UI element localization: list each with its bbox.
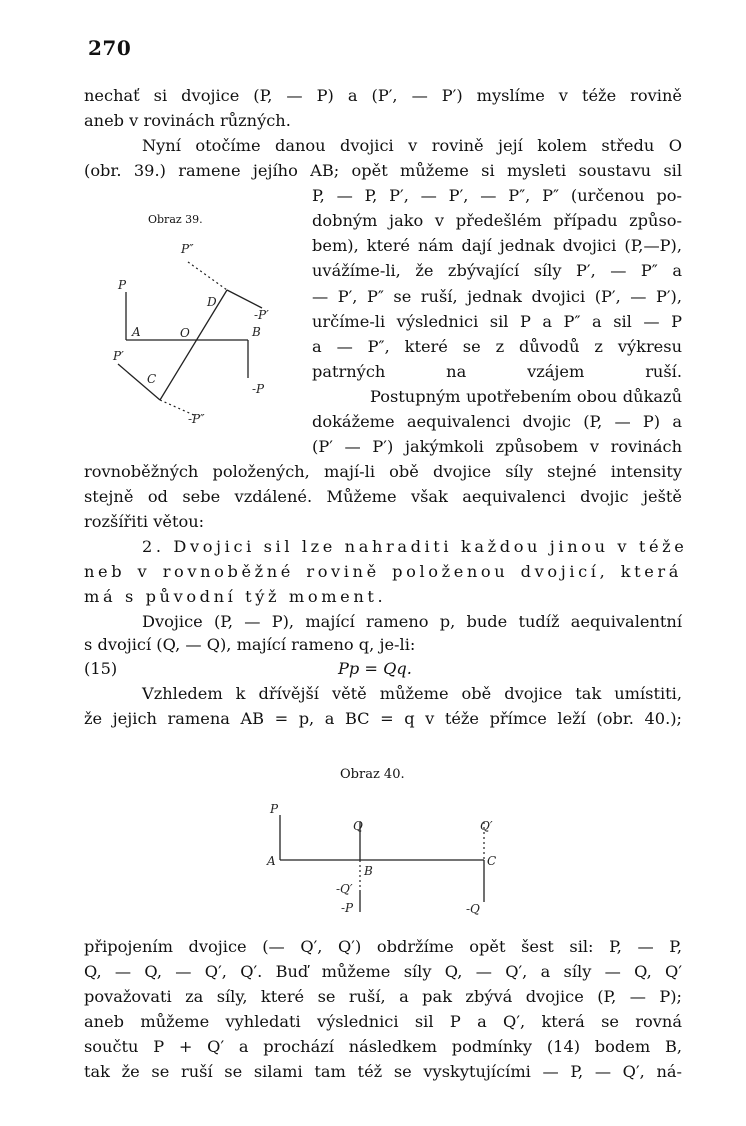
text-line: rozšířiti větou: <box>84 512 205 531</box>
text-line: považovati za síly, které se ruší, a pak zbývá dvojice (P, — P); <box>84 987 682 1006</box>
label-neg-q: -Q <box>466 902 480 916</box>
text-line: určíme-li výslednici sil P a P″ a sil — P <box>312 312 682 331</box>
theorem-line: 2. Dvojici sil lze nahraditi každou jinou v téže <box>142 537 688 556</box>
text-line: Dvojice (P, — P), mající rameno p, bude tudíž aequivalentní <box>142 612 682 631</box>
theorem-line: má s původní týž moment. <box>84 587 387 606</box>
label-q-prime: Q′ <box>480 819 493 833</box>
label-o: O <box>180 326 190 340</box>
text-line: že jejich ramena AB = p, a BC = q v téže přímce leží (obr. 40.); <box>84 709 682 728</box>
text-line: dobným jako v předešlém případu způso- <box>312 211 682 230</box>
equation: Pp = Qq. <box>338 659 412 678</box>
label-q: Q <box>353 819 363 833</box>
text-line: s dvojicí (Q, — Q), mající rameno q, je-li: <box>84 635 416 654</box>
label-b: B <box>364 864 373 878</box>
text-line: (obr. 39.) ramene jejího AB; opět můžeme si mysleti soustavu sil <box>84 161 682 180</box>
figure-39-caption: Obraz 39. <box>148 213 203 226</box>
label-p-prime: P′ <box>113 349 124 363</box>
equation-number: (15) <box>84 659 118 678</box>
label-neg-p: -P <box>341 901 354 915</box>
text-line: dokážeme aequivalenci dvojic (P, — P) a <box>312 412 682 431</box>
figure-40-caption: Obraz 40. <box>340 767 405 782</box>
text-line: Postupným upotřebením obou důkazů <box>370 387 682 406</box>
text-line: P, — P, P′, — P′, — P″, P″ (určenou po- <box>312 186 682 205</box>
text-line: Q, — Q, — Q′, Q′. Buď můžeme síly Q, — Q′, a síly — Q, Q′ <box>84 962 682 981</box>
text-line: aneb v rovinách různých. <box>84 111 291 130</box>
label-p-double-prime: P″ <box>181 242 194 256</box>
text-line: patrných na vzájem ruší. <box>312 362 682 381</box>
label-neg-p: -P <box>252 382 265 396</box>
label-a: A <box>267 854 276 868</box>
text-line: stejně od sebe vzdálené. Můžeme však aequivalenci dvojic ještě <box>84 487 682 506</box>
text-line: rovnoběžných položených, mají-li obě dvojice síly stejné intensity <box>84 462 682 481</box>
text-line: připojením dvojice (— Q′, Q′) obdržíme opět šest sil: P, — P, <box>84 937 682 956</box>
page-number: 270 <box>88 36 132 60</box>
text-line: tak že se ruší se silami tam též se vyskytujícími — P, — Q′, ná- <box>84 1062 682 1081</box>
label-p: P <box>270 802 279 816</box>
text-line: bem), které nám dají jednak dvojici (P,—P), <box>312 236 682 255</box>
label-neg-p-double-prime: -P″ <box>188 412 205 426</box>
text-line: Nyní otočíme danou dvojici v rovině její kolem středu O <box>142 136 682 155</box>
label-a: A <box>132 325 141 339</box>
text-line: (P′ — P′) jakýmkoli způsobem v rovinách <box>312 437 682 456</box>
label-c: C <box>487 854 497 868</box>
label-d: D <box>207 295 217 309</box>
text-line: uvážíme-li, že zbývající síly P′, — P″ a <box>312 261 682 280</box>
text-line: aneb můžeme vyhledati výslednici sil P a Q′, která se rovná <box>84 1012 682 1031</box>
theorem-line: neb v rovnoběžné rovině položenou dvojicí, která <box>84 562 682 581</box>
label-b: B <box>252 325 261 339</box>
text-line: a — P″, které se z důvodů z výkresu <box>312 337 682 356</box>
text-line: Vzhledem k dřívější větě můžeme obě dvojice tak umístiti, <box>142 684 682 703</box>
label-neg-p-prime-top: -P′ <box>254 308 269 322</box>
text-line: součtu P + Q′ a prochází následkem podmínky (14) bodem B, <box>84 1037 682 1056</box>
label-p: P <box>118 278 127 292</box>
text-line: nechať si dvojice (P, — P) a (P′, — P′) myslíme v téže rovině <box>84 86 682 105</box>
label-c: C <box>147 372 157 386</box>
text-line: — P′, P″ se ruší, jednak dvojici (P′, — P′), <box>312 287 682 306</box>
label-neg-q-prime: -Q′ <box>336 882 353 896</box>
